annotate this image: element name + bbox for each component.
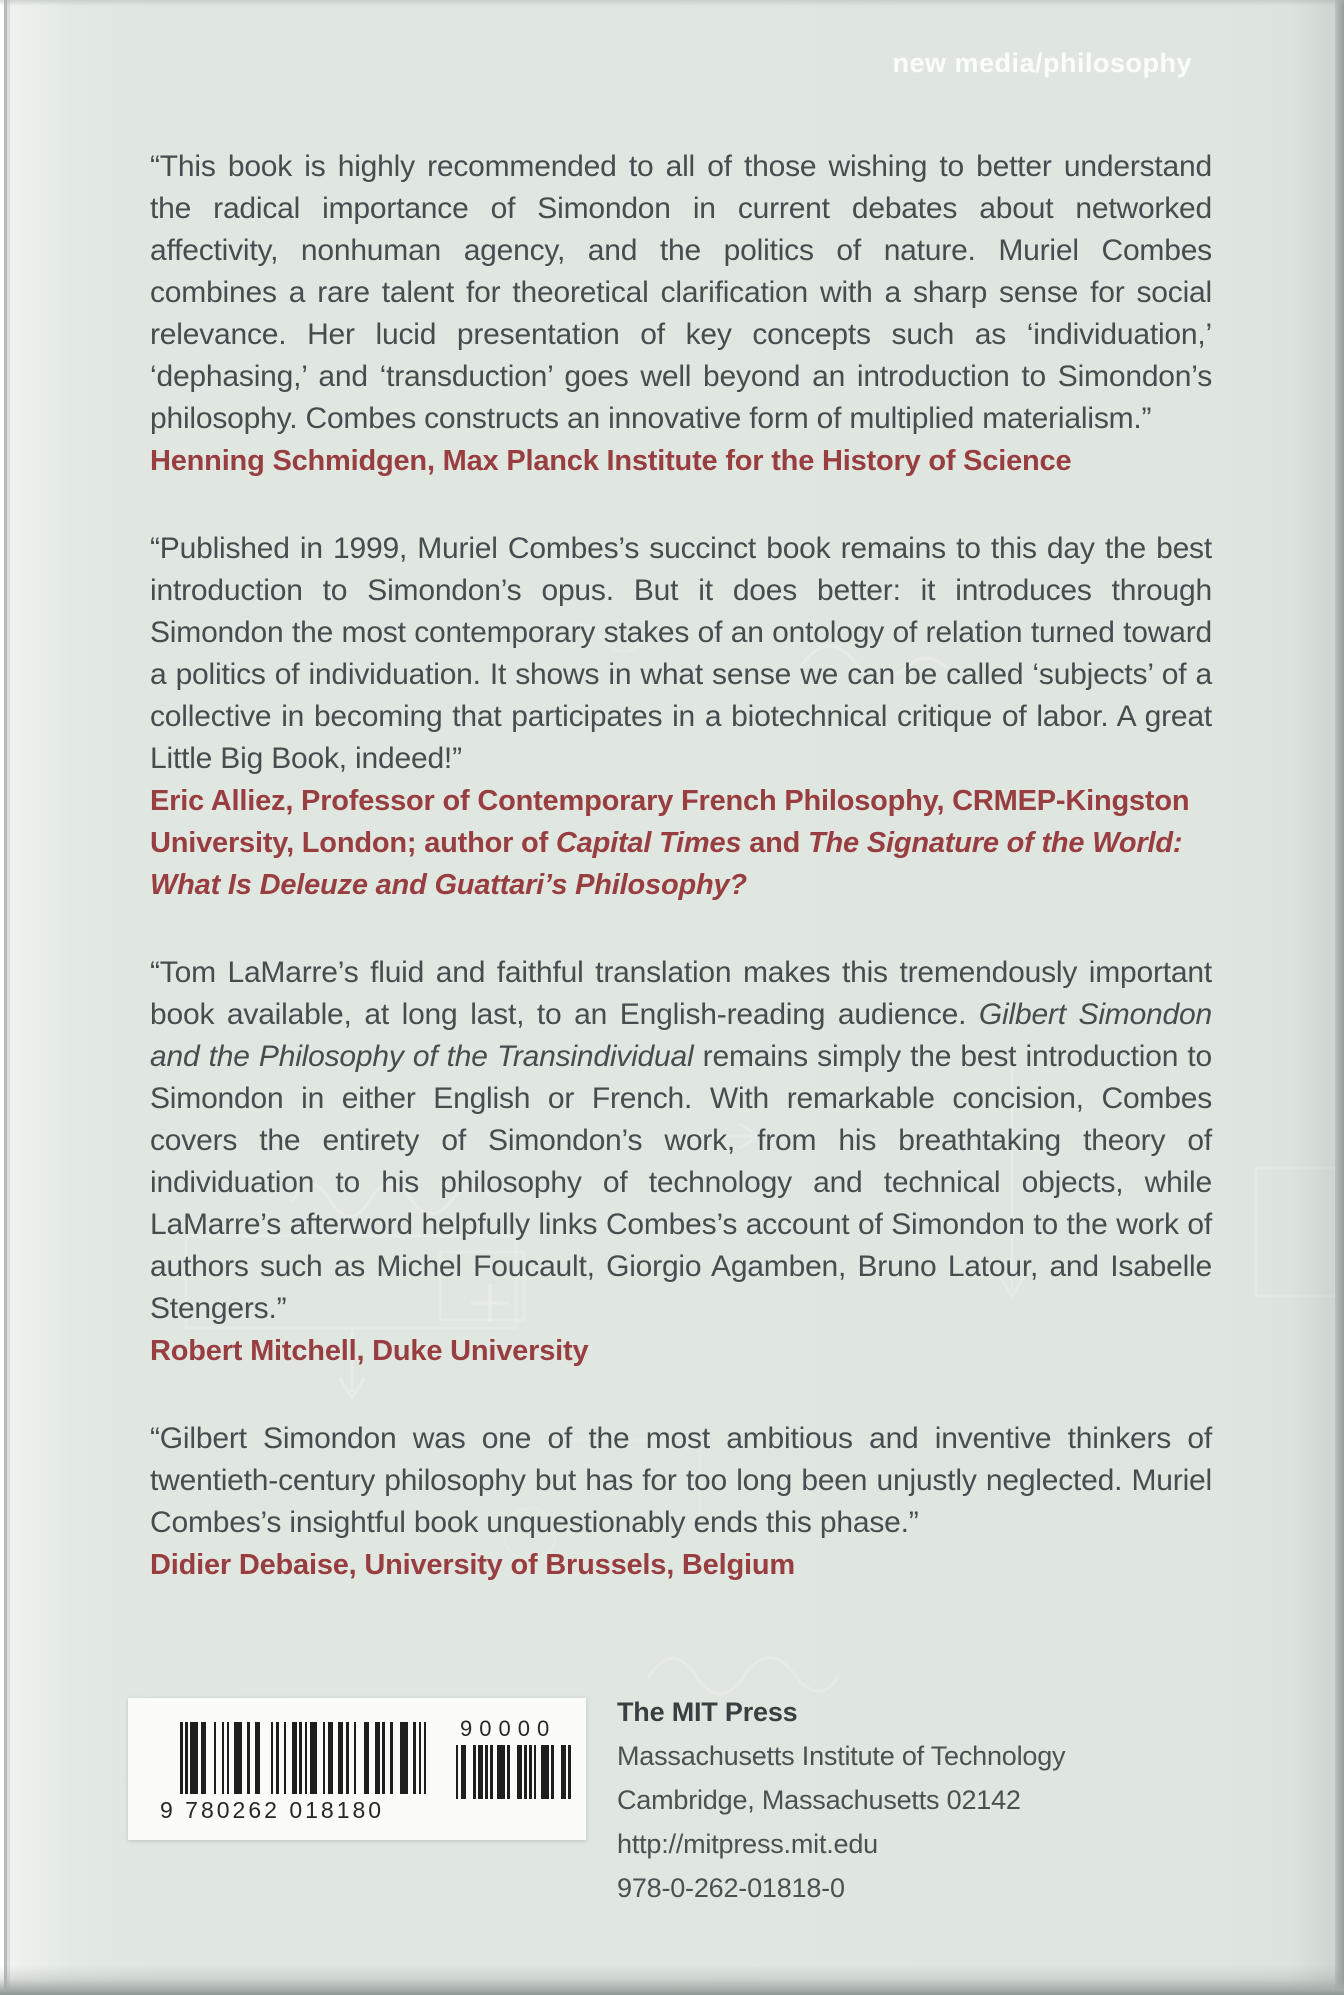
- publisher-block: [617, 1690, 1065, 1910]
- blurb-alliez: [150, 528, 1212, 906]
- supplement-barcode-bars: [456, 1745, 571, 1799]
- publisher-address: Cambridge, Massachusetts 02142: [617, 1785, 1021, 1815]
- book-bottom-edge: [0, 1965, 1344, 1995]
- blurb-quote: “Gilbert Simondon was one of the most ambitious and inventive thinkers of twentieth-century philosophy but has for too long been unjustly neglected. Muriel Combes’s insightful book unquestionably ends this phase.”: [150, 1422, 1212, 1539]
- category-label: new media/philosophy: [892, 48, 1192, 78]
- ean-barcode-digits: 9 780262 018180: [160, 1797, 385, 1823]
- barcode-label: [128, 1698, 586, 1840]
- blurb-quote: “This book is highly recommended to all of those wishing to better understand the radical importance of Simondon in current debates about networked affectivity, nonhuman agency, and the politics of nature. Muriel Combes combines a rare talent for theoretical clarification with a sharp sense for social relevance. Her lucid presentation of key concepts such as ‘individuation,’ ‘dephasing,’ and ‘transduction’ goes well beyond an introduction to Simondon’s philosophy. Combes constructs an innovative form of multiplied materialism.”: [150, 150, 1212, 435]
- blurb-quote: “Published in 1999, Muriel Combes’s succinct book remains to this day the best introduction to Simondon’s opus. But it does better: it introduces through Simondon the most contemporary stakes of an ontology of relation turned toward a politics of individuation. It shows in what sense we can be called ‘subjects’ of a collective in becoming that participates in a biotechnical critique of labor. A great Little Big Book, indeed!”: [150, 532, 1212, 775]
- blurb-attribution: Eric Alliez, Professor of Contemporary French Philosophy, CRMEP-Kingston University, London; author of Capital Times and The Signature of the World: What Is Deleuze and Guattari’s Philosophy?: [150, 785, 1190, 901]
- blurb-mitchell: [150, 952, 1212, 1372]
- book-left-edge-highlight: [10, 0, 70, 1995]
- book-top-edge: [0, 0, 1344, 6]
- blurb-attribution: Robert Mitchell, Duke University: [150, 1335, 589, 1367]
- ean-barcode-bars: [180, 1722, 426, 1794]
- publisher-name: The MIT Press: [617, 1697, 798, 1727]
- blurb-quote: “Tom LaMarre’s fluid and faithful translation makes this tremendously important book available, at long last, to an English-reading audience. Gilbert Simondon and the Philosophy of the Transindividual remains simply the best introduction to Simondon in either English or French. With remarkable concision, Combes covers the entirety of Simondon’s work, from his breathtaking theory of individuation to his philosophy of technology and technical objects, while LaMarre’s afterword helpfully links Combes’s account of Simondon to the work of authors such as Michel Foucault, Giorgio Agamben, Bruno Latour, and Isabelle Stengers.”: [150, 956, 1212, 1325]
- publisher-isbn: 978-0-262-01818-0: [617, 1873, 845, 1903]
- blurb-schmidgen: [150, 146, 1212, 482]
- ean-barcode: [160, 1722, 426, 1824]
- blurbs-section: [150, 146, 1212, 1632]
- blurb-debaise: [150, 1418, 1212, 1586]
- supplement-barcode-digits: 90000: [460, 1716, 557, 1741]
- book-left-edge: [0, 0, 10, 1995]
- supplement-barcode: [456, 1716, 571, 1799]
- blurb-attribution: Didier Debaise, University of Brussels, Belgium: [150, 1549, 795, 1581]
- book-right-edge: [1335, 0, 1344, 1995]
- book-right-edge-shadow: [1289, 0, 1335, 1995]
- blurb-attribution: Henning Schmidgen, Max Planck Institute for the History of Science: [150, 445, 1072, 477]
- publisher-url: http://mitpress.mit.edu: [617, 1829, 878, 1859]
- publisher-institution: Massachusetts Institute of Technology: [617, 1741, 1066, 1771]
